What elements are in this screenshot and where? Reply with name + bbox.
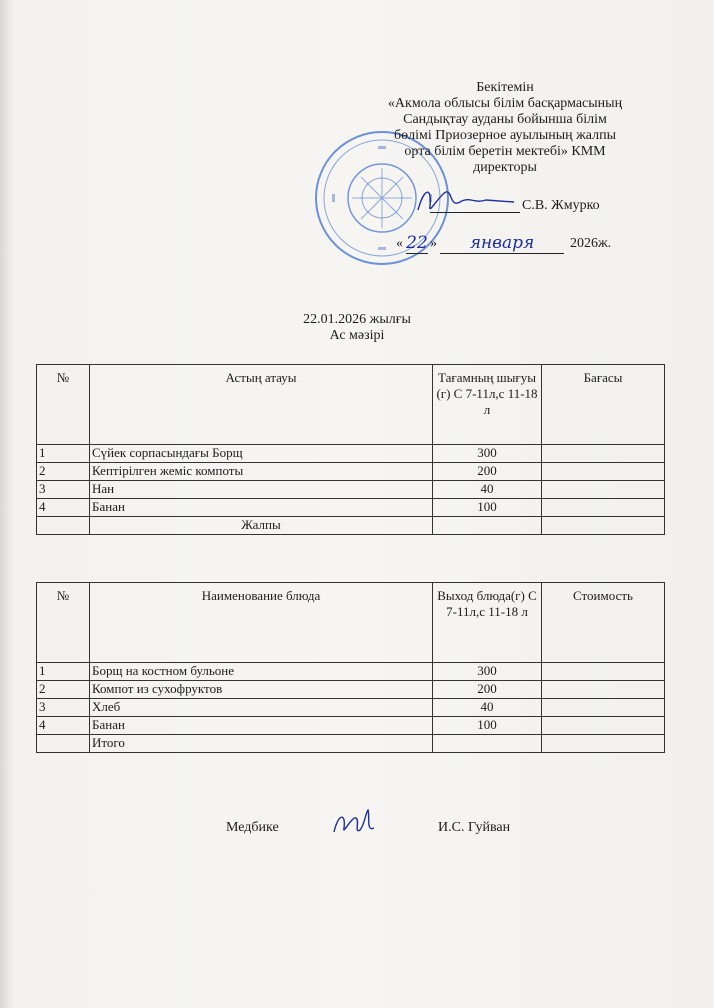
header-price: Бағасы [542, 365, 665, 445]
row-portion: 40 [433, 699, 542, 717]
total-price [542, 735, 665, 753]
table-row [37, 481, 665, 499]
director-signature-line [430, 198, 618, 214]
menu-table-kz [36, 364, 665, 535]
header-portion: Тағамның шығуы (г) С 7-11л,с 11-18 л [433, 365, 542, 445]
row-portion: 100 [433, 499, 542, 517]
table-row [37, 499, 665, 517]
total-label: Итого [90, 735, 433, 753]
row-dish-name: Компот из сухофруктов [90, 681, 433, 699]
row-dish-name: Борщ на костном бульоне [90, 663, 433, 681]
signature-underline [430, 212, 520, 213]
row-number: 2 [37, 681, 90, 699]
row-price [542, 681, 665, 699]
row-number: 2 [37, 463, 90, 481]
row-number: 3 [37, 481, 90, 499]
approval-line: орта білім беретін мектебі» КММ [404, 144, 606, 159]
row-portion: 40 [433, 481, 542, 499]
row-portion: 200 [433, 463, 542, 481]
row-number: 4 [37, 499, 90, 517]
menu-table-ru [36, 582, 665, 753]
row-dish-name: Сүйек сорпасындағы Борщ [90, 445, 433, 463]
row-price [542, 499, 665, 517]
header-number: № [37, 365, 90, 445]
row-number: 1 [37, 663, 90, 681]
table-total-row [37, 735, 665, 753]
table-row [37, 699, 665, 717]
row-price [542, 699, 665, 717]
row-price [542, 717, 665, 735]
row-dish-name: Кептірілген жеміс компоты [90, 463, 433, 481]
approval-date [396, 233, 636, 254]
total-empty-cell [37, 735, 90, 753]
approval-line: Бекітемін [476, 80, 534, 95]
table-row [37, 445, 665, 463]
header-dish-name: Астың атауы [90, 365, 433, 445]
menu-date: 22.01.2026 жылғы [303, 312, 411, 327]
menu-title: Ас мәзірі [329, 328, 385, 343]
approval-block [340, 80, 670, 176]
row-price [542, 463, 665, 481]
table-total-row [37, 517, 665, 535]
table-row [37, 463, 665, 481]
approval-line: директоры [473, 160, 537, 175]
date-quote-open: « [396, 236, 403, 251]
director-name: С.В. Жмурко [522, 198, 600, 213]
date-day: 22 [406, 233, 428, 253]
row-dish-name: Нан [90, 481, 433, 499]
approval-line: бөлімі Приозерное ауылының жалпы [393, 128, 617, 143]
header-price: Стоимость [542, 583, 665, 663]
row-portion: 300 [433, 663, 542, 681]
table-header-row [37, 365, 665, 445]
row-price [542, 481, 665, 499]
row-dish-name: Банан [90, 499, 433, 517]
row-number: 1 [37, 445, 90, 463]
row-dish-name: Банан [90, 717, 433, 735]
row-price [542, 445, 665, 463]
nurse-role: Медбике [226, 820, 279, 835]
header-portion: Выход блюда(г) С 7-11л,с 11-18 л [433, 583, 542, 663]
row-dish-name: Хлеб [90, 699, 433, 717]
total-price [542, 517, 665, 535]
header-dish-name: Наименование блюда [90, 583, 433, 663]
approval-line: «Акмола облысы білім басқармасының [387, 96, 623, 111]
nurse-signature-icon [330, 806, 378, 840]
row-portion: 300 [433, 445, 542, 463]
row-number: 4 [37, 717, 90, 735]
date-month: января [440, 233, 564, 254]
total-label: Жалпы [90, 517, 433, 535]
row-price [542, 663, 665, 681]
total-portion [433, 517, 542, 535]
row-portion: 200 [433, 681, 542, 699]
table-header-row [37, 583, 665, 663]
table-row [37, 681, 665, 699]
date-year: 2026ж. [570, 236, 612, 251]
total-portion [433, 735, 542, 753]
nurse-name: И.С. Гуйван [438, 820, 511, 835]
table-row [37, 663, 665, 681]
date-quote-close: » [430, 236, 437, 251]
header-number: № [37, 583, 90, 663]
approval-line: Сандықтау ауданы бойынша білім [403, 112, 607, 127]
table-row [37, 717, 665, 735]
row-number: 3 [37, 699, 90, 717]
total-empty-cell [37, 517, 90, 535]
row-portion: 100 [433, 717, 542, 735]
